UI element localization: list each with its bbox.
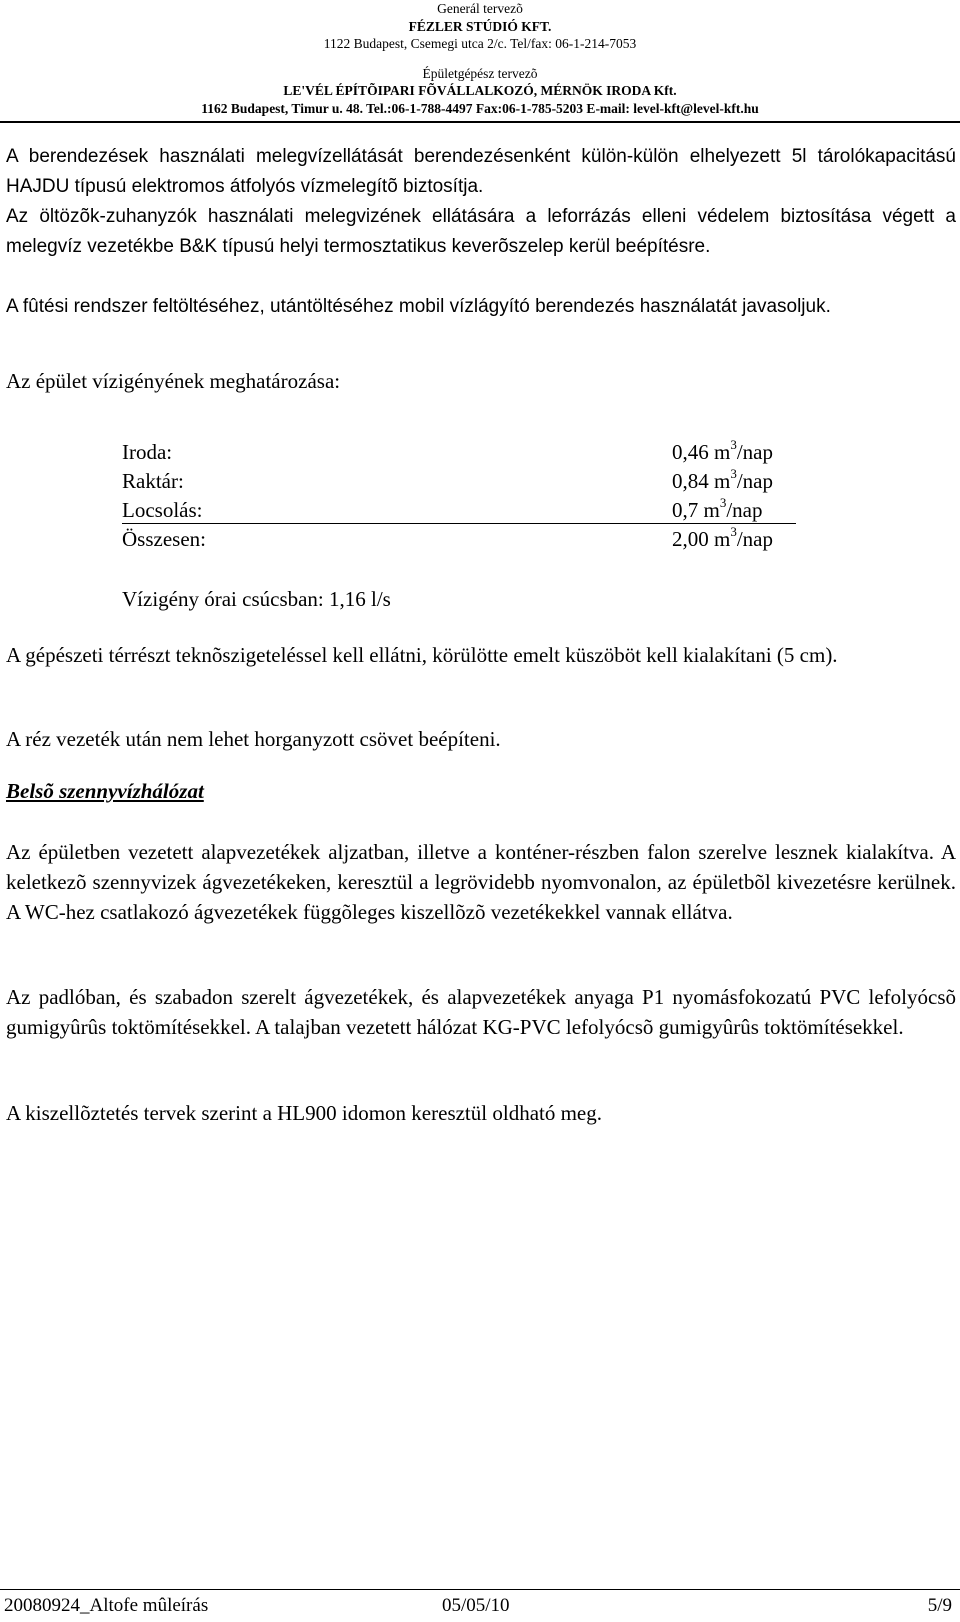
- water-row-value: 0,46 $m^3$/nap: [672, 437, 773, 464]
- general-designer-company: FÉZLER STÚDIÓ KFT.: [408, 18, 552, 34]
- water-demand-title: Az épület vízigényének meghatározása:: [6, 369, 341, 393]
- water-row-irrigation: [122, 496, 796, 524]
- paragraph-pipe-materials: Az padlóban, és szabadon szerelt ágvezetékek, és alapvezetékek anyaga P1 nyomásfokozatú PVC lefolyócsõ gumigyûrûs toktömítésekkel. A talajban vezetett hálózat KG-PVC lefolyócsõ gumigyûrûs toktömítésekkel.: [6, 985, 956, 1039]
- paragraph-ventilation: A kiszellõztetés tervek szerint a HL900 idomon keresztül oldható meg.: [6, 1101, 602, 1125]
- water-row-value: 0,84 $m^3$/nap: [672, 466, 773, 493]
- water-row-warehouse: [122, 467, 796, 496]
- water-row-label: Összesen:: [122, 527, 206, 551]
- general-designer-role: Generál tervezõ: [437, 1, 523, 16]
- header-divider: [0, 121, 960, 123]
- peak-demand: Vízigény órai csúcsban: 1,16 l/s: [122, 587, 391, 611]
- general-designer-address: 1122 Budapest, Csemegi utca 2/c. Tel/fax: 06-1-214-7053: [323, 36, 637, 51]
- mechanical-designer-role: Épületgépész tervezõ: [422, 65, 538, 81]
- water-row-label: Raktár:: [122, 469, 184, 493]
- footer-document-name: 20080924_Altofe mûleírás: [4, 1595, 209, 1616]
- water-row-label: Locsolás:: [122, 498, 203, 522]
- water-row-label: Iroda:: [122, 440, 173, 464]
- water-row-value: 0,7 $m^3$/nap: [672, 495, 763, 522]
- footer-date: 05/05/10: [442, 1595, 510, 1616]
- water-row-value: 2,00 $m^3$/nap: [672, 524, 773, 551]
- water-row-total: [122, 525, 796, 554]
- paragraph-water-heaters: A berendezések használati melegvízellátását berendezésenként külön-külön elhelyezett 5l tárolókapacitású HAJDU típusú elektromos átfolyós vízmelegítõ biztosítja.: [6, 146, 956, 197]
- mechanical-designer-address: 1162 Budapest, Timur u. 48. Tel.:06-1-788-4497 Fax:06-1-785-5203 E-mail: level-kft@level-kft.hu: [201, 100, 759, 116]
- paragraph-copper-pipe: A réz vezeték után nem lehet horganyzott csövet beépíteni.: [6, 727, 501, 751]
- footer-page-number: 5/9: [927, 1595, 952, 1616]
- water-row-office: [122, 438, 796, 467]
- paragraph-threshold: A gépészeti térrészt teknõszigeteléssel kell ellátni, körülötte emelt küszöböt kell kialakítani (5 cm).: [6, 643, 838, 667]
- paragraph-sewage-pipes: Az épületben vezetett alapvezetékek aljzatban, illetve a konténer-részben falon szerelve lesznek kialakítva. A keletkezõ szennyvizek ágvezetékeken, keresztül a legrövidebb nyomvonalon, az épületbõl kivezetésre kerülnek. A WC-hez csatlakozó ágvezetékek függõleges kiszellõzõ vezetékekkel vannak ellátva.: [6, 840, 956, 924]
- document-header: [0, 0, 960, 117]
- mechanical-designer-company: LE'VÉL ÉPÍTÕIPARI FÕVÁLLALKOZÓ, MÉRNÖK IRODA Kft.: [283, 83, 677, 98]
- footer-divider: [0, 1589, 960, 1590]
- section-heading-sewage: Belsõ szennyvízhálózat: [6, 779, 204, 803]
- paragraph-thermostatic-valve: Az öltözõk-zuhanyzók használati melegvizének ellátására a leforrázás elleni védelem biztosítása végett a melegvíz vezetékbe B&K típusú helyi termosztatikus keverõszelep kerül beépítésre.: [6, 206, 956, 257]
- paragraph-water-softener: A fûtési rendszer feltöltéséhez, utántöltéséhez mobil vízlágyító berendezés használatát javasoljuk.: [6, 296, 831, 317]
